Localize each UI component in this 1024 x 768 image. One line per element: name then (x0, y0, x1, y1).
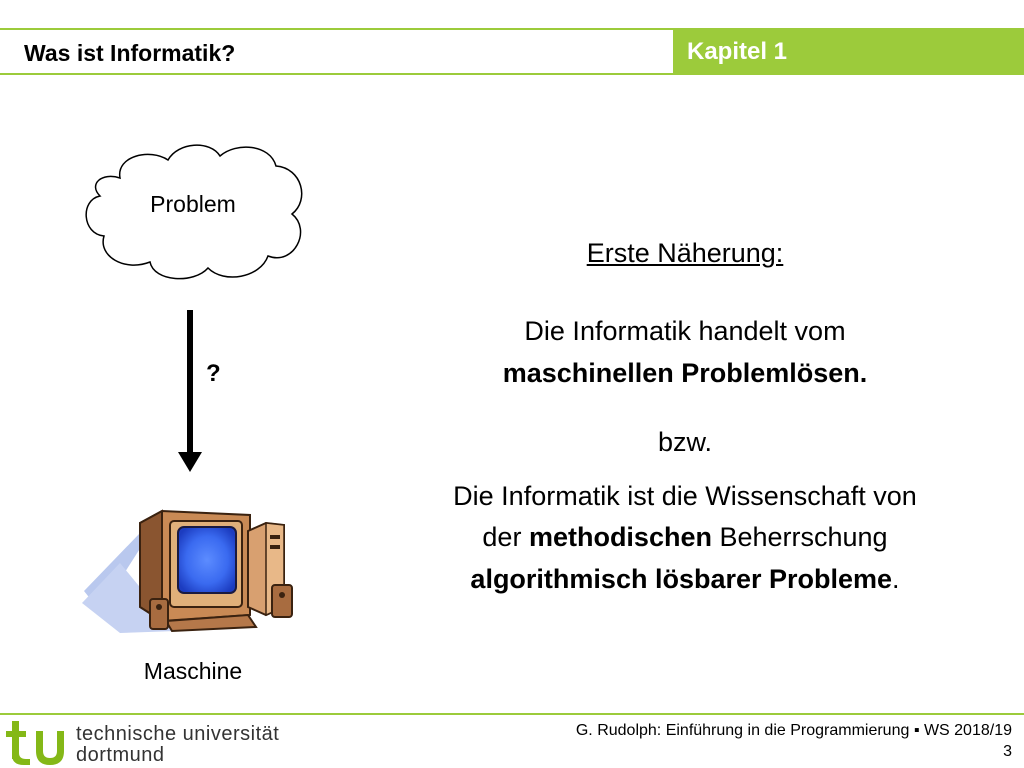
text-line-5-post: . (892, 564, 900, 594)
page-number: 3 (1003, 743, 1012, 760)
arrow-down-icon (172, 306, 208, 476)
slide-title: Was ist Informatik? (24, 40, 236, 66)
text-line-4-bold: methodischen (528, 522, 712, 552)
text-line-5 (400, 558, 970, 600)
footer-citation: G. Rudolph: Einführung in die Programmierung ▪ WS 2018/19 (575, 722, 1012, 739)
university-name-line-1: technische universität (76, 723, 280, 745)
section-heading: Erste Näherung: (586, 238, 784, 268)
header-line-bottom (0, 73, 1024, 75)
machine-label: Maschine (143, 658, 243, 684)
text-line-2: maschinellen Problemlösen. (502, 358, 868, 388)
text-line-5-bold: algorithmisch lösbarer Probleme (470, 564, 893, 594)
text-line-4-post: Beherrschung (711, 522, 888, 552)
text-line-3: Die Informatik ist die Wissenschaft von (453, 481, 917, 511)
footer-line (0, 713, 1024, 715)
computer-icon (80, 503, 300, 635)
text-line-1: Die Informatik handelt vom (524, 316, 846, 346)
university-name-line-2: dortmund (76, 744, 165, 766)
connector-text: bzw. (657, 427, 713, 457)
text-line-4-pre: der (482, 522, 529, 552)
question-mark-label: ? (206, 360, 221, 387)
problem-label: Problem (150, 191, 236, 217)
tu-logo-icon (4, 719, 70, 765)
text-line-4 (400, 516, 970, 558)
chapter-badge: Kapitel 1 (673, 30, 1024, 73)
